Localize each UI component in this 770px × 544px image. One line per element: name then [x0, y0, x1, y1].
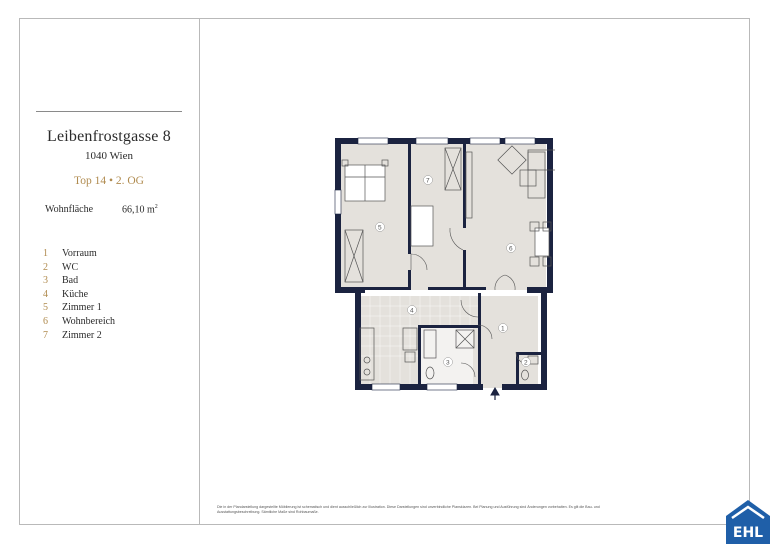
room-name: Zimmer 1	[62, 302, 102, 314]
room-legend-item	[43, 316, 115, 330]
room-label-7: 7	[426, 177, 430, 185]
entrance-arrow	[491, 388, 499, 400]
room-number: 6	[43, 315, 48, 327]
property-city: 1040 Wien	[85, 150, 133, 162]
room-number: 3	[43, 275, 48, 287]
room-label-2: 2	[524, 359, 528, 367]
room-number: 5	[43, 302, 48, 314]
room-legend-item	[43, 302, 115, 316]
bath-floor	[421, 328, 473, 385]
room-number: 7	[43, 329, 48, 341]
room-label-1: 1	[501, 325, 505, 333]
floor-plan	[330, 130, 555, 400]
room-name: Wohnbereich	[62, 315, 116, 327]
room-number: 1	[43, 248, 48, 259]
room-legend-item	[43, 330, 115, 344]
upper-rooms-fill	[340, 142, 546, 290]
room-label-5: 5	[378, 224, 382, 232]
room-number: 2	[43, 261, 48, 273]
living-area-value: 66,10 $m^2$	[122, 204, 158, 216]
room-label-6: 6	[509, 245, 513, 253]
room-label-4: 4	[410, 307, 414, 315]
room-name: WC	[62, 261, 79, 273]
ehl-logo	[726, 500, 770, 544]
header-rule	[36, 111, 182, 112]
room-name: Vorraum	[62, 248, 97, 259]
sidebar-divider	[199, 18, 200, 525]
unit-floor: Top 14 • 2. OG	[74, 175, 144, 187]
property-address: Leibenfrostgasse 8	[46, 128, 171, 145]
room-name: Zimmer 2	[62, 329, 102, 341]
disclaimer-text: Die in der Plandarstellung dargestellte Möblierung ist schematisch und dient ausschließlich zur Illustration. Diese Darstellungen sind unverbindliche Planskizzen. Bei Planung und Ausführung sind Änderungen vorbehalten. Es gilt die Bau- und Ausstattungsbeschreibung. Sämtliche Maße sind Rohbaumaße.	[217, 505, 600, 514]
room-legend-item	[43, 275, 115, 289]
room-number: 4	[43, 288, 48, 300]
room-legend-item	[43, 262, 115, 276]
room-legend-item	[43, 289, 115, 303]
room-legend	[43, 248, 115, 343]
logo-text: EHL	[732, 525, 764, 541]
room-label-3: 3	[446, 359, 450, 367]
room-name: Bad	[62, 275, 79, 287]
room-legend-item	[43, 248, 115, 262]
living-area-label: Wohnfläche	[45, 204, 94, 215]
room-name: Küche	[62, 288, 89, 300]
